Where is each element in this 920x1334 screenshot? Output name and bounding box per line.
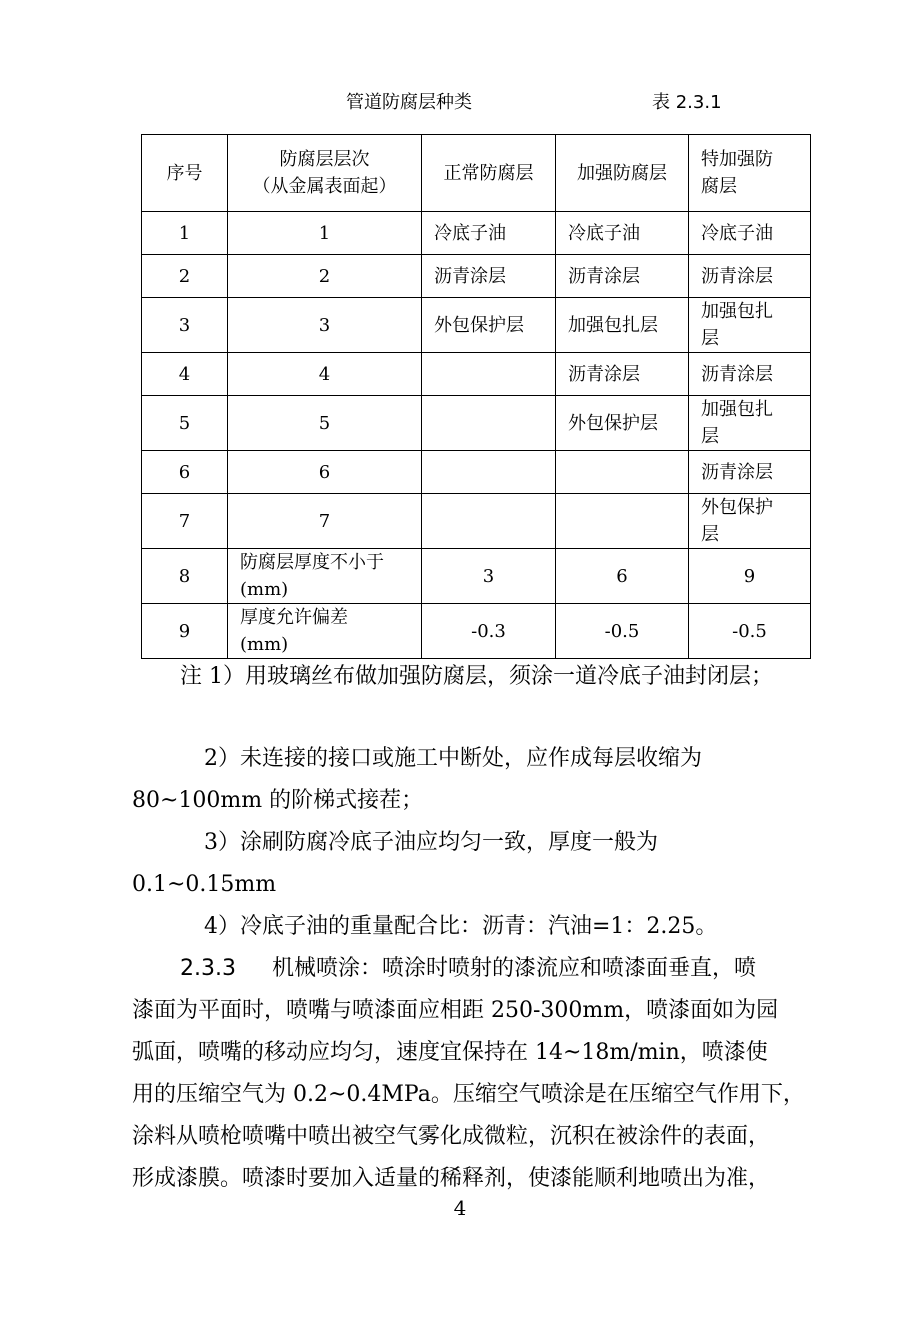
cell-layer: 1 [228,212,422,255]
cell-strong: -0.5 [556,604,689,659]
section-line: 用的压缩空气为 0.2~0.4MPa。压缩空气喷涂是在压缩空气作用下， [132,1082,805,1107]
cell-no: 5 [142,396,228,451]
table-caption [0,88,920,114]
cell-extra [689,494,811,549]
cell-extra-line2: 层 [701,328,719,349]
cell-layer [228,549,422,604]
table-row [142,212,811,255]
cell-normal: 3 [422,549,556,604]
cell-layer-line1: 厚度允许偏差 [240,607,348,628]
cell-strong: 冷底子油 [556,212,689,255]
cell-layer-line1: 防腐层厚度不小于 [240,552,384,573]
cell-normal [422,396,556,451]
cell-extra: 沥青涂层 [689,451,811,494]
header-strong: 加强防腐层 [556,135,689,212]
cell-extra-line2: 层 [701,426,719,447]
cell-extra [689,396,811,451]
table-row [142,494,811,549]
cell-layer: 5 [228,396,422,451]
header-no: 序号 [142,135,228,212]
cell-normal: 沥青涂层 [422,255,556,298]
cell-normal: 外包保护层 [422,298,556,353]
table-number: 表 2.3.1 [652,92,722,113]
cell-extra-line1: 加强包扎 [701,301,773,322]
page-number: 4 [453,1196,467,1220]
cell-extra [689,298,811,353]
note-2 [132,738,832,1200]
table-row [142,255,811,298]
cell-normal: 冷底子油 [422,212,556,255]
anticorrosion-layer-table [141,134,811,659]
note-2-line1: 2）未连接的接口或施工中断处，应作成每层收缩为 [204,746,702,771]
cell-extra: 9 [689,549,811,604]
cell-strong: 沥青涂层 [556,353,689,396]
cell-extra: 冷底子油 [689,212,811,255]
cell-no: 4 [142,353,228,396]
cell-strong: 外包保护层 [556,396,689,451]
table-row [142,451,811,494]
cell-no: 7 [142,494,228,549]
header-layer-order [228,135,422,212]
header-extra-line1: 特加强防 [701,149,773,170]
cell-strong [556,494,689,549]
cell-normal [422,353,556,396]
table-row [142,604,811,659]
note-3-line1: 3）涂刷防腐冷底子油应均匀一致，厚度一般为 [204,830,658,855]
section-line: 弧面，喷嘴的移动应均匀，速度宜保持在 14~18m/min，喷漆使 [132,1040,768,1065]
cell-extra: 沥青涂层 [689,255,811,298]
header-layer-order-line2: （从金属表面起） [252,176,397,197]
cell-extra-line1: 加强包扎 [701,399,773,420]
table-row [142,353,811,396]
cell-strong: 加强包扎层 [556,298,689,353]
cell-layer: 2 [228,255,422,298]
cell-extra-line1: 外包保护 [701,497,773,518]
cell-extra: 沥青涂层 [689,353,811,396]
cell-layer-line2: (mm) [240,634,289,655]
table-row [142,396,811,451]
cell-normal [422,451,556,494]
header-normal: 正常防腐层 [422,135,556,212]
cell-extra: -0.5 [689,604,811,659]
header-extra-line2: 腐层 [701,176,737,197]
cell-no: 6 [142,451,228,494]
cell-layer-line2: (mm) [240,579,289,600]
cell-no: 1 [142,212,228,255]
header-layer-order-line1: 防腐层层次 [279,149,370,170]
cell-normal: -0.3 [422,604,556,659]
cell-layer: 6 [228,451,422,494]
cell-layer: 4 [228,353,422,396]
cell-layer: 7 [228,494,422,549]
note-1-text: 注 1）用玻璃丝布做加强防腐层，须涂一道冷底子油封闭层； [180,664,773,689]
table-row [142,298,811,353]
cell-strong [556,451,689,494]
cell-normal [422,494,556,549]
table-title: 管道防腐层种类 [346,92,472,113]
cell-no: 9 [142,604,228,659]
cell-strong: 沥青涂层 [556,255,689,298]
section-line: 形成漆膜。喷漆时要加入适量的稀释剂，使漆能顺利地喷出为准， [132,1166,771,1191]
section-text: 机械喷涂：喷涂时喷射的漆流应和喷漆面垂直，喷 [271,956,756,981]
note-2-line2: 80~100mm 的阶梯式接茬； [132,788,424,813]
section-2-3-3-line1 [132,948,832,990]
note-1 [132,656,832,698]
table-row [142,549,811,604]
note-4: 4）冷底子油的重量配合比：沥青：汽油=1：2.25。 [204,914,718,939]
cell-no: 2 [142,255,228,298]
cell-extra-line2: 层 [701,524,719,545]
section-number: 2.3.3 [180,956,236,981]
note-3-line2: 0.1~0.15mm [132,872,277,897]
section-line: 涂料从喷枪喷嘴中喷出被空气雾化成微粒，沉积在被涂件的表面， [132,1124,771,1149]
table-header-row [142,135,811,212]
cell-strong: 6 [556,549,689,604]
cell-layer: 3 [228,298,422,353]
cell-layer [228,604,422,659]
cell-no: 8 [142,549,228,604]
header-extra [689,135,811,212]
cell-no: 3 [142,298,228,353]
section-line: 漆面为平面时，喷嘴与喷漆面应相距 250-300mm，喷漆面如为园 [132,998,779,1023]
